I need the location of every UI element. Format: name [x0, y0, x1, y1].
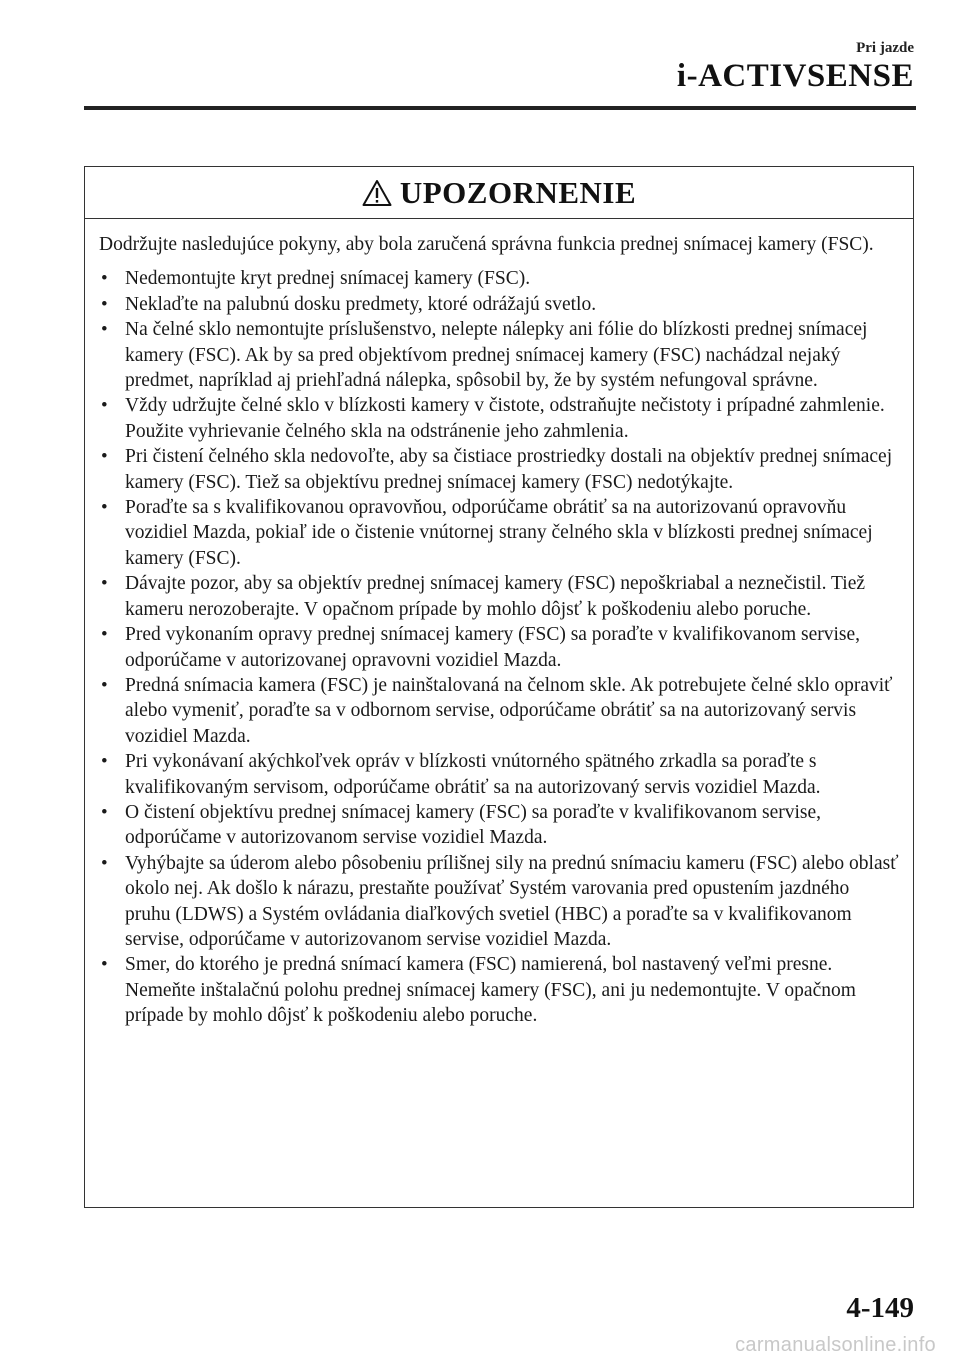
list-item: • Smer, do ktorého je predná snímací kamera (FSC) namierená, bol nastavený veľmi presne. Nemeňte inštalačnú polohu prednej snímacej kamery (FSC), ani ju nedemontujte. V opačnom prípade by mohlo dôjsť k poškodeniu alebo poruche.: [99, 952, 899, 1028]
warning-header: [85, 167, 913, 219]
list-item: • Dávajte pozor, aby sa objektív prednej snímacej kamery (FSC) nepoškriabal a neznečistil. Tiež kameru nerozoberajte. V opačnom prípade by mohlo dôjsť k poškodeniu alebo poruche.: [99, 571, 899, 622]
warning-intro: Dodržujte nasledujúce pokyny, aby bola zaručená správna funkcia prednej snímacej kamery (FSC).: [99, 234, 874, 255]
list-item: • Nedemontujte kryt prednej snímacej kamery (FSC).: [99, 266, 899, 291]
list-item: • Neklaďte na palubnú dosku predmety, ktoré odrážajú svetlo.: [99, 292, 899, 317]
warning-box: [84, 166, 914, 1208]
list-item: • Pri vykonávaní akýchkoľvek opráv v blízkosti vnútorného spätného zrkadla sa poraďte s kvalifikovaným servisom, odporúčame obrátiť sa na autorizovaný servis vozidiel Mazda.: [99, 749, 899, 800]
watermark: carmanualsonline.info: [735, 1334, 936, 1356]
warning-list: [99, 266, 899, 1028]
page-number: 4-149: [846, 1292, 914, 1324]
list-item: • Na čelné sklo nemontujte príslušenstvo, nelepte nálepky ani fólie do blízkosti prednej snímacej kamery (FSC). Ak by sa pred objektívom prednej snímacej kamery (FSC) nachádzal nejaký predmet, napríklad aj priehľadná nálepka, spôsobil by, že by systém nefungoval správne.: [99, 317, 899, 393]
chapter-title: i-ACTIVSENSE: [676, 58, 914, 94]
list-item: • Poraďte sa s kvalifikovanou opravovňou, odporúčame obrátiť sa na autorizovanú opravovňu vozidiel Mazda, pokiaľ ide o čistenie vnútornej strany čelného skla v blízkosti prednej snímacej kamery (FSC).: [99, 495, 899, 571]
list-item: • Vyhýbajte sa úderom alebo pôsobeniu prílišnej sily na prednú snímaciu kameru (FSC) alebo oblasť okolo nej. Ak došlo k nárazu, prestaňte používať Systém varovania pred opustením jazdného pruhu (LDWS) a Systém ovládania diaľkových svetiel (HBC) a poraďte sa v kvalifikovanom servise, odporúčame v autorizovanom servise vozidiel Mazda.: [99, 851, 899, 953]
list-item: • Pred vykonaním opravy prednej snímacej kamery (FSC) sa poraďte v kvalifikovanom servise, odporúčame v autorizovanej opravovni vozidiel Mazda.: [99, 622, 899, 673]
warning-body: [85, 219, 913, 1029]
header-rule: [84, 106, 916, 110]
warning-title: UPOZORNENIE: [399, 174, 637, 210]
section-label: Pri jazde: [856, 40, 914, 56]
list-item: • Pri čistení čelného skla nedovoľte, aby sa čistiace prostriedky dostali na objektív prednej snímacej kamery (FSC). Tiež sa objektívu prednej snímacej kamery (FSC) nedotýkajte.: [99, 444, 899, 495]
warning-triangle-icon: [362, 179, 392, 207]
list-item: • O čistení objektívu prednej snímacej kamery (FSC) sa poraďte v kvalifikovanom servise, odporúčame v autorizovanom servise vozidiel Mazda.: [99, 800, 899, 851]
list-item: • Predná snímacia kamera (FSC) je nainštalovaná na čelnom skle. Ak potrebujete čelné sklo opraviť alebo vymeniť, poraďte sa v odbornom servise, odporúčame obrátiť sa na autorizovaný servis vozidiel Mazda.: [99, 673, 899, 749]
list-item: • Vždy udržujte čelné sklo v blízkosti kamery v čistote, odstraňujte nečistoty i prípadné zahmlenie. Použite vyhrievanie čelného skla na odstránenie jeho zahmlenia.: [99, 393, 899, 444]
